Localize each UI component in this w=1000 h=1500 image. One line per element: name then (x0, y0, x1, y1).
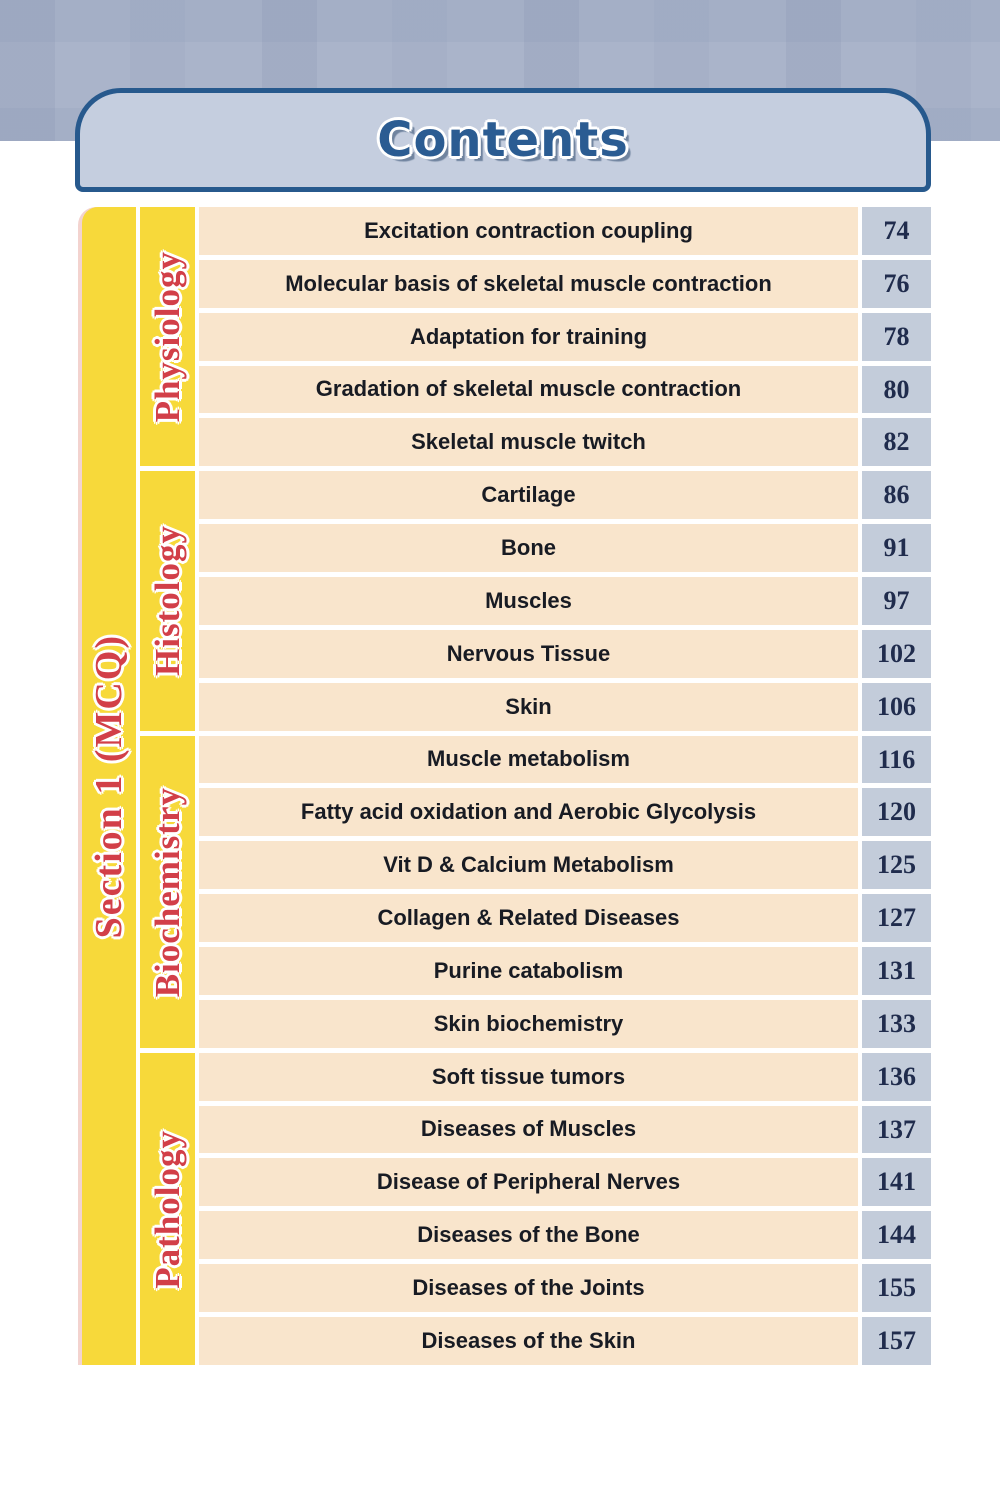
section-label: Section 1 (MCQ) (88, 633, 130, 939)
toc-topic: Skeletal muscle twitch (199, 418, 858, 466)
toc-topic: Skin (199, 683, 858, 731)
toc-topic: Soft tissue tumors (199, 1053, 858, 1101)
toc-topic: Adaptation for training (199, 313, 858, 361)
toc-row (199, 1000, 931, 1048)
category-label: Histology (147, 525, 187, 677)
toc-topic: Gradation of skeletal muscle contraction (199, 366, 858, 414)
toc-row (199, 788, 931, 836)
toc-topic: Nervous Tissue (199, 630, 858, 678)
toc-page-number: 127 (862, 894, 931, 942)
toc-topic: Vit D & Calcium Metabolism (199, 841, 858, 889)
toc-topic: Skin biochemistry (199, 1000, 858, 1048)
toc-page-number: 141 (862, 1158, 931, 1206)
toc-page-number: 102 (862, 630, 931, 678)
toc-row (199, 736, 931, 784)
toc-row (199, 471, 931, 519)
toc-page-number: 125 (862, 841, 931, 889)
toc-topic: Diseases of Muscles (199, 1106, 858, 1154)
category-block (140, 207, 195, 466)
toc-row (199, 1158, 931, 1206)
category-block (140, 471, 195, 730)
toc-topic: Disease of Peripheral Nerves (199, 1158, 858, 1206)
toc-topic: Diseases of the Skin (199, 1317, 858, 1365)
toc-topic: Diseases of the Bone (199, 1211, 858, 1259)
category-block (140, 736, 195, 1048)
section-bar (82, 207, 136, 1365)
toc-page-number: 97 (862, 577, 931, 625)
page-title: Contents (377, 112, 629, 168)
toc-row (199, 683, 931, 731)
toc-topic: Molecular basis of skeletal muscle contraction (199, 260, 858, 308)
toc-row (199, 630, 931, 678)
toc-page-number: 120 (862, 788, 931, 836)
toc-row (199, 366, 931, 414)
toc-page-number: 157 (862, 1317, 931, 1365)
toc-topic: Muscle metabolism (199, 736, 858, 784)
category-label: Pathology (147, 1129, 187, 1289)
toc-page-number: 74 (862, 207, 931, 255)
toc-topic: Bone (199, 524, 858, 572)
toc-page-number: 80 (862, 366, 931, 414)
toc-row (199, 577, 931, 625)
category-label: Biochemistry (147, 786, 187, 997)
toc-topic: Diseases of the Joints (199, 1264, 858, 1312)
toc-topic: Purine catabolism (199, 947, 858, 995)
section-bar-backdrop (78, 207, 136, 1365)
contents-header-panel (75, 88, 931, 192)
toc-row (199, 1317, 931, 1365)
toc-topic: Fatty acid oxidation and Aerobic Glycolysis (199, 788, 858, 836)
toc-page-number: 133 (862, 1000, 931, 1048)
category-label: Physiology (147, 250, 187, 423)
toc-row (199, 418, 931, 466)
toc-page-number: 144 (862, 1211, 931, 1259)
toc-page-number: 78 (862, 313, 931, 361)
toc-row (199, 1211, 931, 1259)
toc-page-number: 91 (862, 524, 931, 572)
category-block (140, 1053, 195, 1365)
toc-topic: Excitation contraction coupling (199, 207, 858, 255)
toc-row (199, 1106, 931, 1154)
toc-row (199, 894, 931, 942)
toc-page-number: 82 (862, 418, 931, 466)
contents-table (78, 207, 931, 1365)
toc-page-number: 76 (862, 260, 931, 308)
toc-page-number: 116 (862, 736, 931, 784)
toc-page-number: 137 (862, 1106, 931, 1154)
toc-rows (199, 207, 931, 1365)
toc-row (199, 1264, 931, 1312)
toc-row (199, 260, 931, 308)
toc-row (199, 841, 931, 889)
toc-topic: Cartilage (199, 471, 858, 519)
toc-topic: Muscles (199, 577, 858, 625)
category-column (140, 207, 195, 1365)
toc-topic: Collagen & Related Diseases (199, 894, 858, 942)
toc-row (199, 207, 931, 255)
toc-row (199, 1053, 931, 1101)
toc-page-number: 131 (862, 947, 931, 995)
toc-row (199, 524, 931, 572)
toc-row (199, 313, 931, 361)
toc-page-number: 106 (862, 683, 931, 731)
toc-page-number: 136 (862, 1053, 931, 1101)
toc-row (199, 947, 931, 995)
toc-page-number: 86 (862, 471, 931, 519)
toc-page-number: 155 (862, 1264, 931, 1312)
